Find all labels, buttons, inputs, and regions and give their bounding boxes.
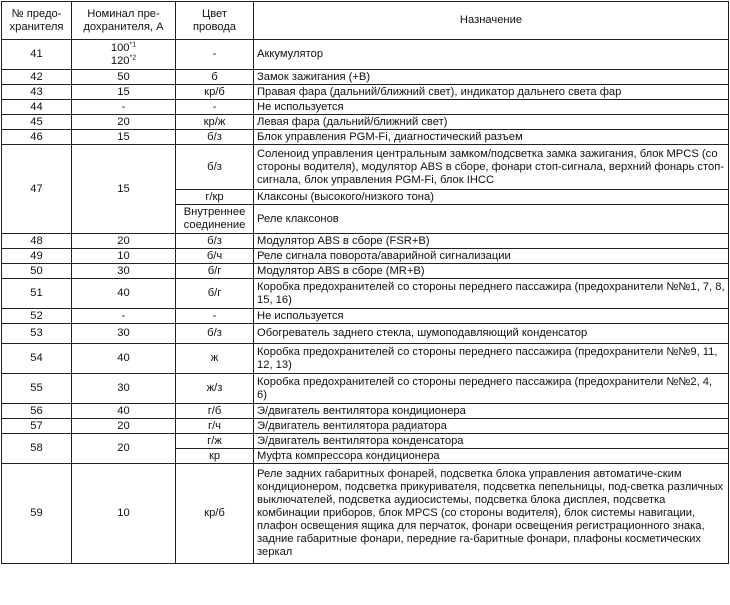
table-row (2, 100, 729, 115)
fuse-rating-value: 100 (110, 41, 130, 54)
table-row (2, 419, 729, 434)
wire-color: кр (176, 449, 254, 464)
wire-color: б/г (176, 279, 254, 309)
table-row (2, 70, 729, 85)
table-row (2, 264, 729, 279)
fuse-purpose: Не используется (254, 309, 729, 324)
fuse-number: 57 (2, 419, 72, 434)
fuse-rating (72, 40, 176, 70)
fuse-purpose: Не используется (254, 100, 729, 115)
wire-color: - (176, 40, 254, 70)
header-wire-color: Цвет провода (176, 2, 254, 40)
fuse-number: 59 (2, 464, 72, 564)
header-fuse-number: № предо- хранителя (2, 2, 72, 40)
fuse-number: 48 (2, 234, 72, 249)
fuse-purpose: Левая фара (дальний/ближний свет) (254, 115, 729, 130)
fuse-number: 50 (2, 264, 72, 279)
footnote-mark: *1 (129, 40, 137, 48)
fuse-table (1, 1, 729, 564)
fuse-number: 47 (2, 145, 72, 234)
header-purpose: Назначение (254, 2, 729, 40)
wire-color: кр/б (176, 464, 254, 564)
fuse-rating: 15 (72, 145, 176, 234)
fuse-rating: 40 (72, 279, 176, 309)
fuse-rating: 20 (72, 234, 176, 249)
fuse-rating: 30 (72, 264, 176, 279)
fuse-rating: 10 (72, 464, 176, 564)
wire-color: б/з (176, 234, 254, 249)
fuse-purpose: Аккумулятор (254, 40, 729, 70)
wire-color: г/ж (176, 434, 254, 449)
header-row (2, 2, 729, 40)
fuse-purpose: Э/двигатель вентилятора радиатора (254, 419, 729, 434)
fuse-purpose: Коробка предохранителей со стороны переднего пассажира (предохранители №№9, 11, 12, 13) (254, 344, 729, 374)
fuse-purpose: Коробка предохранителей со стороны переднего пассажира (предохранители №№1, 7, 8, 15, 16) (254, 279, 729, 309)
fuse-purpose: Обогреватель заднего стекла, шумоподавляющий конденсатор (254, 324, 729, 344)
fuse-purpose: Клаксоны (высокого/низкого тона) (254, 190, 729, 205)
fuse-rating: 40 (72, 344, 176, 374)
fuse-number: 46 (2, 130, 72, 145)
fuse-rating: 20 (72, 115, 176, 130)
wire-color: - (176, 309, 254, 324)
wire-color: б/з (176, 145, 254, 190)
fuse-purpose: Муфта компрессора кондиционера (254, 449, 729, 464)
fuse-purpose: Коробка предохранителей со стороны переднего пассажира (предохранители №№2, 4, 6) (254, 374, 729, 404)
fuse-purpose: Замок зажигания (+В) (254, 70, 729, 85)
fuse-rating: 30 (72, 324, 176, 344)
header-fuse-rating: Номинал пре- дохранителя, А (72, 2, 176, 40)
fuse-rating: 30 (72, 374, 176, 404)
table-row (2, 279, 729, 309)
wire-color: г/ч (176, 419, 254, 434)
fuse-rating: 15 (72, 85, 176, 100)
table-row (2, 85, 729, 100)
wire-color: б/з (176, 130, 254, 145)
fuse-purpose: Соленоид управления центральным замком/подсветка замка зажигания, блок MPCS (со стороны водителя), модулятор ABS в сборе, фонари стоп-сигнала, верхний фонарь стоп-сигнала, блок управления PGM-Fi, блок IHCC (254, 145, 729, 190)
fuse-rating: 10 (72, 249, 176, 264)
fuse-purpose: Э/двигатель вентилятора конденсатора (254, 434, 729, 449)
fuse-purpose: Модулятор ABS в сборе (FSR+B) (254, 234, 729, 249)
wire-color: кр/ж (176, 115, 254, 130)
table-row (2, 309, 729, 324)
wire-color: г/кр (176, 190, 254, 205)
table-row (2, 464, 729, 564)
fuse-rating: - (72, 309, 176, 324)
table-row (2, 404, 729, 419)
wire-color: г/б (176, 404, 254, 419)
wire-color: б/ч (176, 249, 254, 264)
fuse-number: 42 (2, 70, 72, 85)
fuse-number: 58 (2, 434, 72, 464)
wire-color: б (176, 70, 254, 85)
fuse-purpose: Реле задних габаритных фонарей, подсветка блока управления автоматиче-ским кондиционером, подсветка прикуривателя, подсветка пепельницы, под-светка различных выключателей, подсветка аудиосистемы, подсветка блока дисплея, подсветка комбинации приборов, блок MPCS (со стороны водителя), блок системы навигации, плафон освещения ящика для перчаток, фонари освещения регистрационного знака, задние габаритные фонари, передние га-баритные фонари, плафоны косметических зеркал (254, 464, 729, 564)
table-row (2, 40, 729, 70)
fuse-purpose: Блок управления PGM-Fi, диагностический разъем (254, 130, 729, 145)
fuse-rating: 50 (72, 70, 176, 85)
wire-color: ж (176, 344, 254, 374)
wire-color: б/з (176, 324, 254, 344)
footnote-mark: *2 (129, 53, 137, 61)
fuse-purpose: Э/двигатель вентилятора кондиционера (254, 404, 729, 419)
table-row (2, 130, 729, 145)
fuse-rating: - (72, 100, 176, 115)
wire-color: кр/б (176, 85, 254, 100)
fuse-number: 51 (2, 279, 72, 309)
fuse-rating: 15 (72, 130, 176, 145)
table-row (2, 434, 729, 449)
fuse-number: 44 (2, 100, 72, 115)
fuse-number: 43 (2, 85, 72, 100)
fuse-number: 55 (2, 374, 72, 404)
wire-color: - (176, 100, 254, 115)
fuse-rating: 20 (72, 434, 176, 464)
fuse-purpose: Реле сигнала поворота/аварийной сигнализации (254, 249, 729, 264)
table-row (2, 115, 729, 130)
table-row (2, 344, 729, 374)
table-row (2, 249, 729, 264)
wire-color: Внутреннее соединение (176, 205, 254, 234)
fuse-number: 45 (2, 115, 72, 130)
fuse-purpose: Модулятор ABS в сборе (MR+B) (254, 264, 729, 279)
table-row (2, 145, 729, 190)
fuse-purpose: Правая фара (дальний/ближний свет), индикатор дальнего света фар (254, 85, 729, 100)
fuse-number: 56 (2, 404, 72, 419)
table-row (2, 374, 729, 404)
table-row (2, 234, 729, 249)
fuse-purpose: Реле клаксонов (254, 205, 729, 234)
fuse-rating: 20 (72, 419, 176, 434)
fuse-rating: 40 (72, 404, 176, 419)
wire-color: б/г (176, 264, 254, 279)
fuse-number: 53 (2, 324, 72, 344)
fuse-number: 54 (2, 344, 72, 374)
fuse-number: 41 (2, 40, 72, 70)
fuse-number: 49 (2, 249, 72, 264)
fuse-number: 52 (2, 309, 72, 324)
wire-color: ж/з (176, 374, 254, 404)
fuse-rating-value: 120 (110, 54, 130, 67)
table-row (2, 324, 729, 344)
